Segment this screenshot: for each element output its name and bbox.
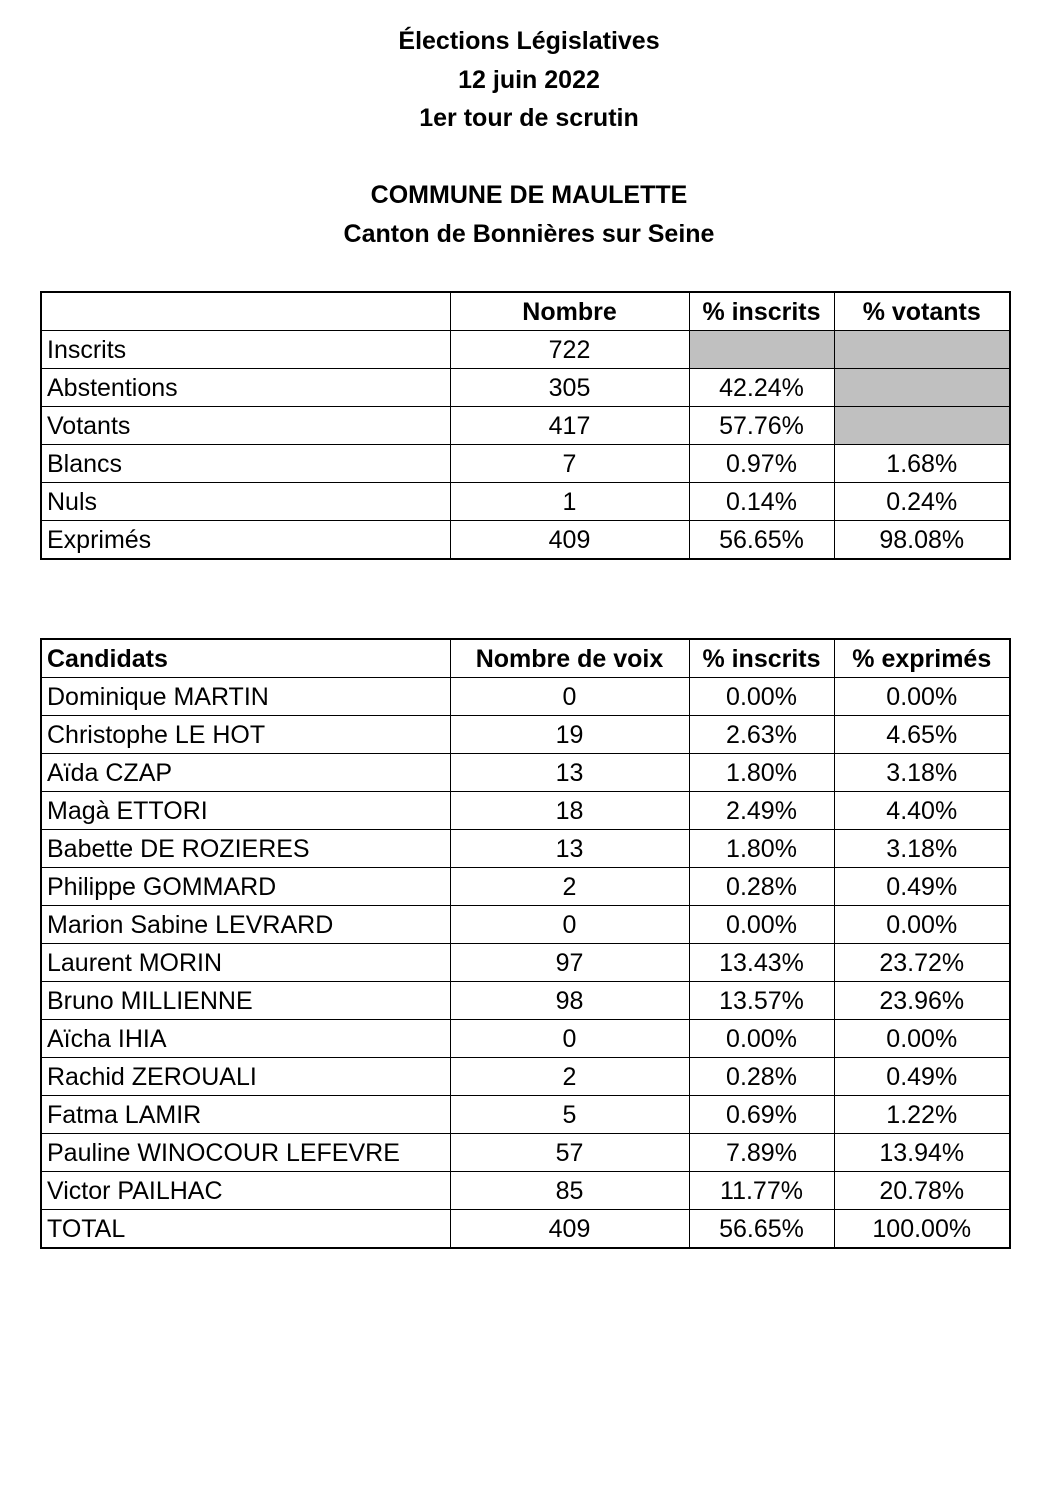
- cell-value: 4.65%: [834, 716, 1010, 754]
- table-row: [41, 369, 1010, 407]
- election-round: 1er tour de scrutin: [419, 104, 639, 132]
- cell-value: 1.80%: [689, 830, 834, 868]
- cell-value: 0.00%: [689, 678, 834, 716]
- table-row: [41, 1210, 1010, 1249]
- table-row: [41, 1172, 1010, 1210]
- cell-value: 0.14%: [689, 483, 834, 521]
- row-label: Votants: [41, 407, 450, 445]
- cell-value: 0.97%: [689, 445, 834, 483]
- participation-table: [40, 291, 1011, 560]
- column-header: Nombre: [450, 292, 689, 331]
- cell-value: 23.96%: [834, 982, 1010, 1020]
- cell-value: [834, 369, 1010, 407]
- document-title: Élections Législatives: [398, 27, 660, 55]
- table-row: [41, 521, 1010, 560]
- cell-value: 0.24%: [834, 483, 1010, 521]
- table-row: [41, 1020, 1010, 1058]
- cell-value: 13.43%: [689, 944, 834, 982]
- cell-value: 4.40%: [834, 792, 1010, 830]
- cell-value: 0.28%: [689, 1058, 834, 1096]
- cell-value: 409: [450, 1210, 689, 1249]
- cell-value: 57.76%: [689, 407, 834, 445]
- table-header-row: [41, 292, 1010, 331]
- candidate-name: Pauline WINOCOUR LEFEVRE: [41, 1134, 450, 1172]
- candidate-name: Aïda CZAP: [41, 754, 450, 792]
- cell-value: 305: [450, 369, 689, 407]
- cell-value: 13: [450, 830, 689, 868]
- column-header: % exprimés: [834, 639, 1010, 678]
- cell-value: 0.00%: [689, 906, 834, 944]
- table-row: [41, 982, 1010, 1020]
- cell-value: 18: [450, 792, 689, 830]
- cell-value: 7.89%: [689, 1134, 834, 1172]
- candidate-name: Marion Sabine LEVRARD: [41, 906, 450, 944]
- candidates-table: [40, 638, 1011, 1249]
- table-row: [41, 483, 1010, 521]
- location-header: [0, 176, 1058, 253]
- cell-value: 5: [450, 1096, 689, 1134]
- cell-value: 2: [450, 1058, 689, 1096]
- cell-value: 0.00%: [834, 1020, 1010, 1058]
- cell-value: 0.00%: [834, 678, 1010, 716]
- candidate-name: Victor PAILHAC: [41, 1172, 450, 1210]
- cell-value: 0: [450, 678, 689, 716]
- table-header-row: [41, 639, 1010, 678]
- cell-value: 0.00%: [689, 1020, 834, 1058]
- cell-value: 56.65%: [689, 1210, 834, 1249]
- column-header: Candidats: [41, 639, 450, 678]
- cell-value: 0: [450, 906, 689, 944]
- table-row: [41, 830, 1010, 868]
- commune-name: COMMUNE DE MAULETTE: [370, 181, 688, 209]
- canton-name: Canton de Bonnières sur Seine: [343, 219, 715, 248]
- cell-value: 0.00%: [834, 906, 1010, 944]
- cell-value: 417: [450, 407, 689, 445]
- table-row: [41, 716, 1010, 754]
- cell-value: 56.65%: [689, 521, 834, 560]
- row-label: Nuls: [41, 483, 450, 521]
- candidate-name: Magà ETTORI: [41, 792, 450, 830]
- row-label: Inscrits: [41, 331, 450, 369]
- cell-value: 0: [450, 1020, 689, 1058]
- candidate-name: Rachid ZEROUALI: [41, 1058, 450, 1096]
- column-header: % inscrits: [689, 292, 834, 331]
- cell-value: 0.49%: [834, 868, 1010, 906]
- cell-value: 98.08%: [834, 521, 1010, 560]
- candidate-name: Christophe LE HOT: [41, 716, 450, 754]
- cell-value: 100.00%: [834, 1210, 1010, 1249]
- cell-value: [834, 331, 1010, 369]
- cell-value: [834, 407, 1010, 445]
- table-row: [41, 754, 1010, 792]
- candidate-name: TOTAL: [41, 1210, 450, 1249]
- cell-value: 1.22%: [834, 1096, 1010, 1134]
- cell-value: 1: [450, 483, 689, 521]
- cell-value: 722: [450, 331, 689, 369]
- cell-value: 2.49%: [689, 792, 834, 830]
- candidate-name: Bruno MILLIENNE: [41, 982, 450, 1020]
- cell-value: 7: [450, 445, 689, 483]
- table-row: [41, 678, 1010, 716]
- table-row: [41, 1096, 1010, 1134]
- table-row: [41, 792, 1010, 830]
- cell-value: [689, 331, 834, 369]
- row-label: Exprimés: [41, 521, 450, 560]
- cell-value: 11.77%: [689, 1172, 834, 1210]
- election-date: 12 juin 2022: [458, 65, 600, 94]
- candidate-name: Fatma LAMIR: [41, 1096, 450, 1134]
- cell-value: 97: [450, 944, 689, 982]
- cell-value: 85: [450, 1172, 689, 1210]
- candidate-name: Laurent MORIN: [41, 944, 450, 982]
- table-row: [41, 445, 1010, 483]
- cell-value: 2.63%: [689, 716, 834, 754]
- table-row: [41, 331, 1010, 369]
- cell-value: 3.18%: [834, 830, 1010, 868]
- cell-value: 98: [450, 982, 689, 1020]
- cell-value: 13: [450, 754, 689, 792]
- cell-value: 3.18%: [834, 754, 1010, 792]
- column-header: % inscrits: [689, 639, 834, 678]
- table-row: [41, 944, 1010, 982]
- cell-value: 2: [450, 868, 689, 906]
- cell-value: 1.80%: [689, 754, 834, 792]
- candidate-name: Aïcha IHIA: [41, 1020, 450, 1058]
- cell-value: 409: [450, 521, 689, 560]
- table-row: [41, 906, 1010, 944]
- column-header: % votants: [834, 292, 1010, 331]
- cell-value: 13.57%: [689, 982, 834, 1020]
- row-label: Abstentions: [41, 369, 450, 407]
- table-row: [41, 1134, 1010, 1172]
- cell-value: 0.49%: [834, 1058, 1010, 1096]
- cell-value: 13.94%: [834, 1134, 1010, 1172]
- column-header: [41, 292, 450, 331]
- cell-value: 0.69%: [689, 1096, 834, 1134]
- candidate-name: Philippe GOMMARD: [41, 868, 450, 906]
- cell-value: 57: [450, 1134, 689, 1172]
- cell-value: 20.78%: [834, 1172, 1010, 1210]
- column-header: Nombre de voix: [450, 639, 689, 678]
- cell-value: 19: [450, 716, 689, 754]
- table-row: [41, 868, 1010, 906]
- candidate-name: Dominique MARTIN: [41, 678, 450, 716]
- row-label: Blancs: [41, 445, 450, 483]
- candidate-name: Babette DE ROZIERES: [41, 830, 450, 868]
- cell-value: 0.28%: [689, 868, 834, 906]
- table-row: [41, 407, 1010, 445]
- table-row: [41, 1058, 1010, 1096]
- cell-value: 1.68%: [834, 445, 1010, 483]
- cell-value: 42.24%: [689, 369, 834, 407]
- cell-value: 23.72%: [834, 944, 1010, 982]
- document-header: [0, 22, 1058, 138]
